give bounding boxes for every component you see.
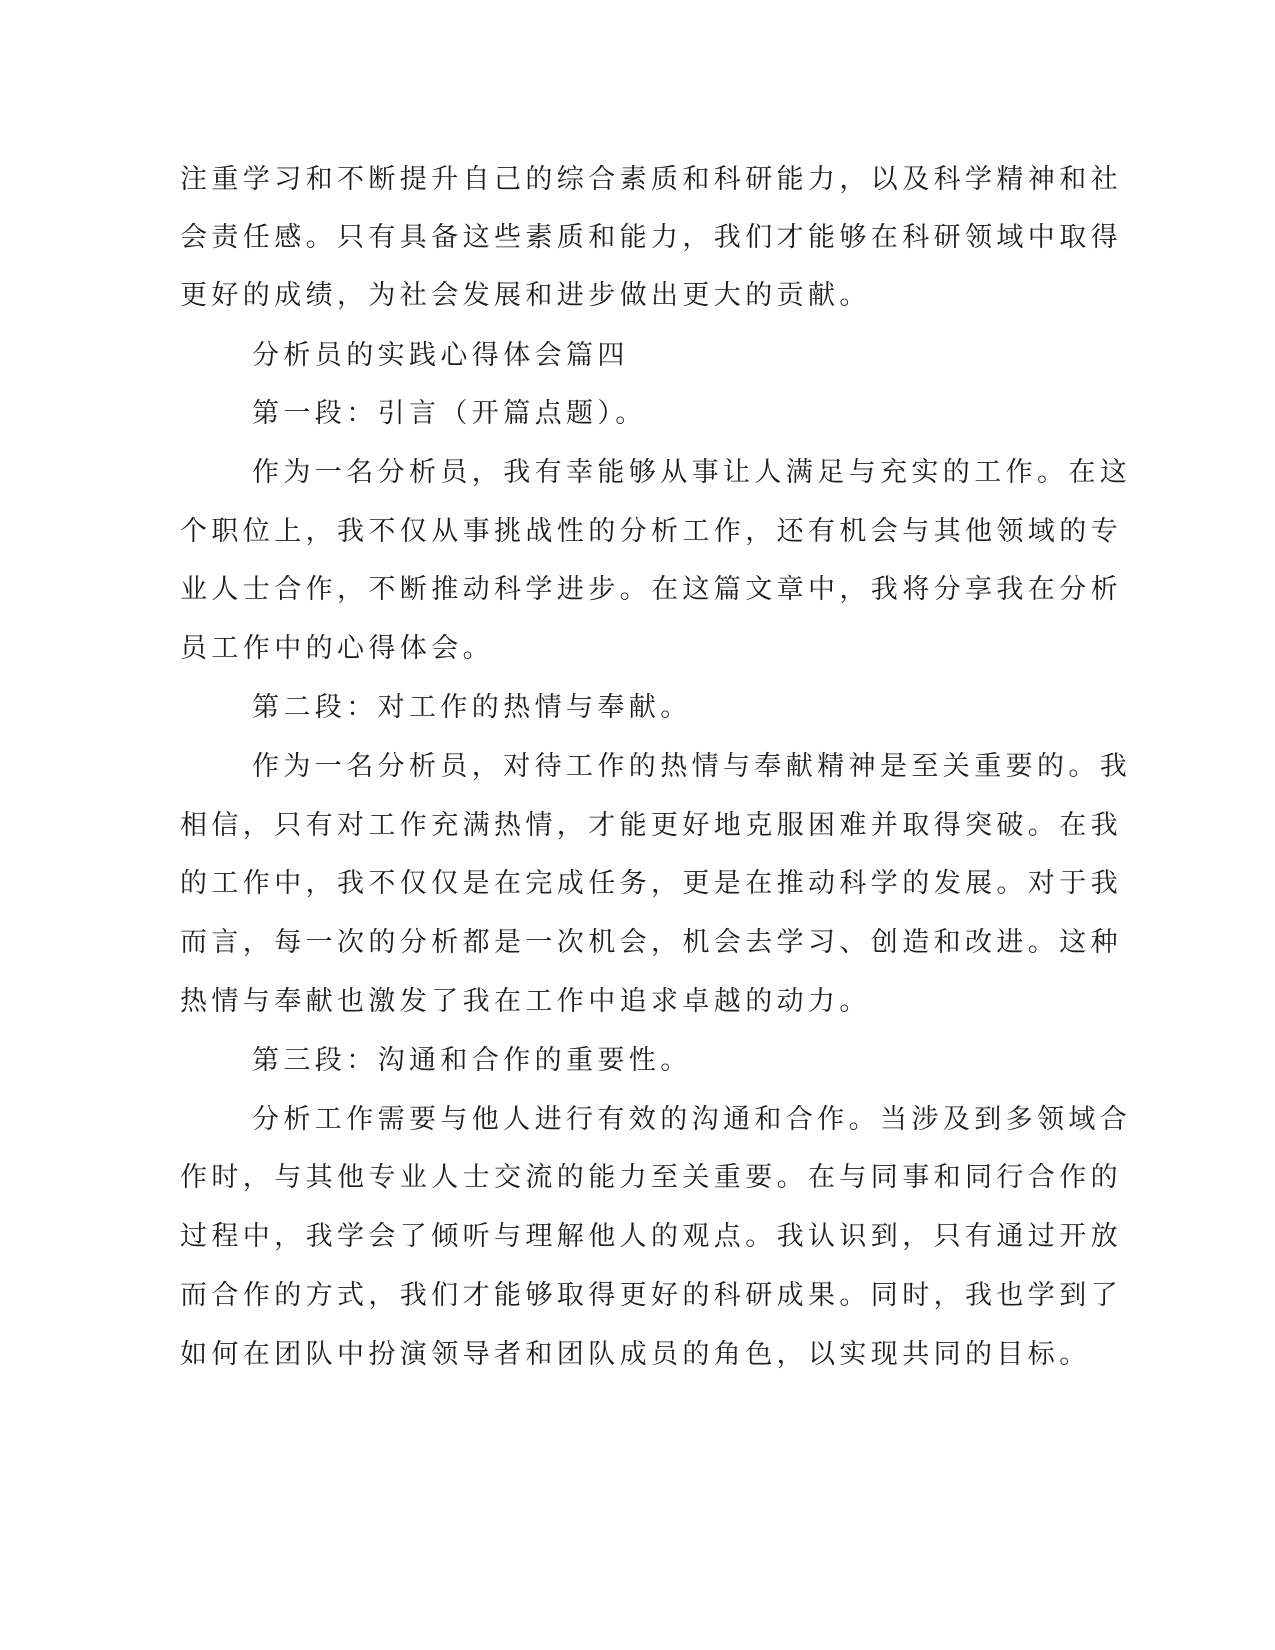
paragraph-heading: 第三段：沟通和合作的重要性。: [252, 1045, 692, 1076]
text-line: 如何在团队中扮演领导者和团队成员的角色，以实现共同的目标。: [180, 1339, 1091, 1370]
text-line: 作为一名分析员，对待工作的热情与奉献精神是至关重要的。我: [252, 751, 1132, 782]
paragraph-heading: 第二段：对工作的热情与奉献。: [252, 692, 692, 723]
text-line: 个职位上，我不仅从事挑战性的分析工作，还有机会与其他领域的专: [180, 516, 1122, 547]
text-line: 过程中，我学会了倾听与理解他人的观点。我认识到，只有通过开放: [180, 1221, 1122, 1252]
text-line: 的工作中，我不仅仅是在完成任务，更是在推动科学的发展。对于我: [180, 868, 1122, 899]
section-heading: 分析员的实践心得体会篇四: [252, 340, 629, 371]
text-line: 员工作中的心得体会。: [180, 633, 494, 664]
paragraph-heading: 第一段：引言（开篇点题）。: [252, 398, 647, 429]
text-line: 而言，每一次的分析都是一次机会，机会去学习、创造和改进。这种: [180, 927, 1122, 958]
text-line: 注重学习和不断提升自己的综合素质和科研能力，以及科学精神和社: [180, 164, 1122, 195]
text-line: 而合作的方式，我们才能够取得更好的科研成果。同时，我也学到了: [180, 1280, 1122, 1311]
text-line: 分析工作需要与他人进行有效的沟通和合作。当涉及到多领域合: [252, 1104, 1132, 1135]
text-line: 相信，只有对工作充满热情，才能更好地克服困难并取得突破。在我: [180, 810, 1122, 841]
text-line: 业人士合作，不断推动科学进步。在这篇文章中，我将分享我在分析: [180, 574, 1122, 605]
text-line: 更好的成绩，为社会发展和进步做出更大的贡献。: [180, 280, 871, 311]
text-line: 热情与奉献也激发了我在工作中追求卓越的动力。: [180, 986, 871, 1017]
text-line: 作为一名分析员，我有幸能够从事让人满足与充实的工作。在这: [252, 457, 1132, 488]
text-line: 作时，与其他专业人士交流的能力至关重要。在与同事和同行合作的: [180, 1162, 1122, 1193]
text-line: 会责任感。只有具备这些素质和能力，我们才能够在科研领域中取得: [180, 222, 1122, 253]
